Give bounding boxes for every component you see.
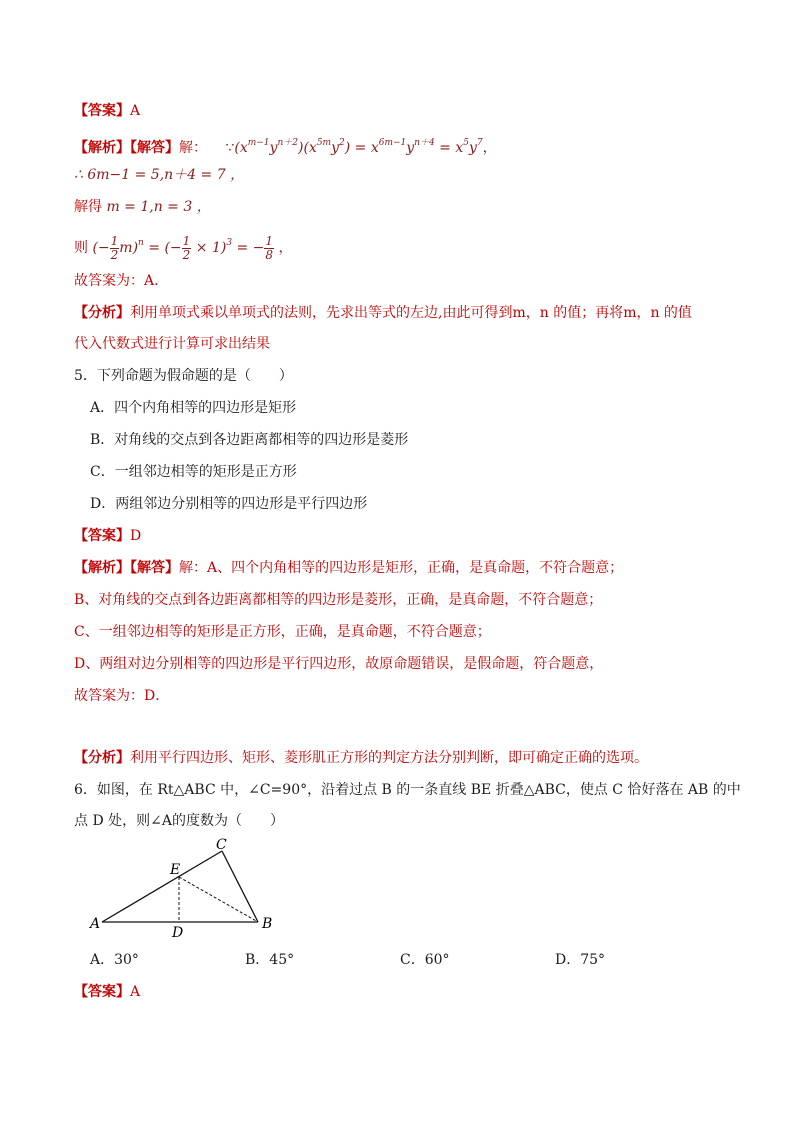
- then-prefix: 则: [74, 240, 88, 256]
- q5-solution-b: B、对角线的交点到各边距离都相等的四边形是菱形，正确，是真命题，不符合题意；: [74, 592, 603, 608]
- q4-answer: [74, 101, 140, 121]
- q6-answer: [74, 982, 140, 1002]
- label-d: D: [172, 925, 184, 941]
- side-ac: [102, 851, 222, 922]
- q4-final: 故答案为：A.: [74, 273, 159, 289]
- q5-solution-d: D、两组对边分别相等的四边形是平行四边形，故原命题错误，是假命题，符合题意，: [74, 656, 604, 672]
- answer-value: A: [130, 103, 141, 119]
- label-b: B: [262, 916, 273, 932]
- fenxi-text: 利用平行四边形、矩形、菱形肌正方形的判定方法分别判断，即可确定正确的选项。: [130, 750, 648, 766]
- label-c: C: [216, 838, 227, 853]
- equation-2: ∴ 6m−1 = 5,n＋4 = 7 ，: [74, 167, 245, 183]
- q5-stem: 5．下列命题为假命题的是（ ）: [74, 368, 293, 384]
- answer-tag: 【答案】: [74, 103, 130, 119]
- analysis-tag: 【解析】: [74, 560, 130, 576]
- q6-option-a: A．30°: [90, 952, 139, 968]
- label-a: A: [90, 916, 101, 932]
- solution-tag: 【解答】: [130, 140, 179, 156]
- equation-1: $\because(x^{m-1}y^{n+2})(x^{5m}y^2) = x^{6m-1}y^{n+4} = x^5y^7$，: [225, 138, 497, 156]
- q5-solution-c: C、一组邻边相等的矩形是正方形，正确，是真命题，不符合题意；: [74, 624, 491, 640]
- solution-tag: 【解答】: [130, 560, 179, 576]
- answer-tag: 【答案】: [74, 984, 130, 1000]
- q6-stem-line1: 6．如图，在 Rt△ABC 中，∠C=90°，沿着过点 B 的一条直线 BE 折叠△ABC，使点 C 恰好落在 AB 的中: [74, 782, 741, 798]
- q4-solution-line1: [74, 133, 497, 158]
- q6-stem-line2: 点 D 处，则∠A的度数为（ ）: [74, 813, 284, 829]
- fenxi-text-1: 利用单项式乘以单项式的法则，先求出等式的左边,由此可得到m，n 的值；再将m，n 的值: [130, 305, 692, 321]
- fenxi-tag: 【分析】: [74, 750, 130, 766]
- analysis-tag: 【解析】: [74, 140, 130, 156]
- q5-solution-a: [74, 558, 623, 578]
- solve-equation: m = 1,n = 3 ，: [106, 199, 211, 215]
- fenxi-tag: 【分析】: [74, 305, 130, 321]
- fraction-expression: (− $\frac{1}{2}$ m)$^n$ = (− $\frac{1}{2}$ × 1)$^3$ = − $\frac{1}{8}$ ，: [92, 233, 293, 262]
- q5-option-d: D．两组邻边分别相等的四边形是平行四边形: [90, 496, 368, 512]
- q5-fenxi: [74, 748, 648, 768]
- label-e: E: [170, 862, 181, 878]
- solve-line: [74, 197, 211, 217]
- q6-option-d: D．75°: [555, 952, 606, 968]
- q5-option-c: C．一组邻边相等的矩形是正方形: [90, 464, 297, 480]
- q5-option-a: A．四个内角相等的四边形是矩形: [90, 400, 297, 416]
- q6-option-b: B．45°: [245, 952, 295, 968]
- q6-option-c: C．60°: [400, 952, 450, 968]
- answer-value: A: [130, 984, 141, 1000]
- answer-tag: 【答案】: [74, 528, 130, 544]
- q4-fenxi-line1: [74, 303, 692, 323]
- q5-option-b: B．对角线的交点到各边距离都相等的四边形是菱形: [90, 432, 409, 448]
- solution-prefix: 解：: [179, 140, 207, 156]
- then-line: [74, 233, 293, 262]
- q4-fenxi-line2: 代入代数式进行计算可求出结果: [74, 336, 270, 352]
- q5-final: 故答案为：D．: [74, 688, 170, 704]
- solution-a-text: 解：A、四个内角相等的四边形是矩形，正确，是真命题，不符合题意；: [179, 560, 624, 576]
- q5-answer: [74, 526, 141, 546]
- solve-prefix: 解得: [74, 199, 102, 215]
- answer-value: D: [130, 528, 142, 544]
- triangle-figure: [88, 838, 298, 943]
